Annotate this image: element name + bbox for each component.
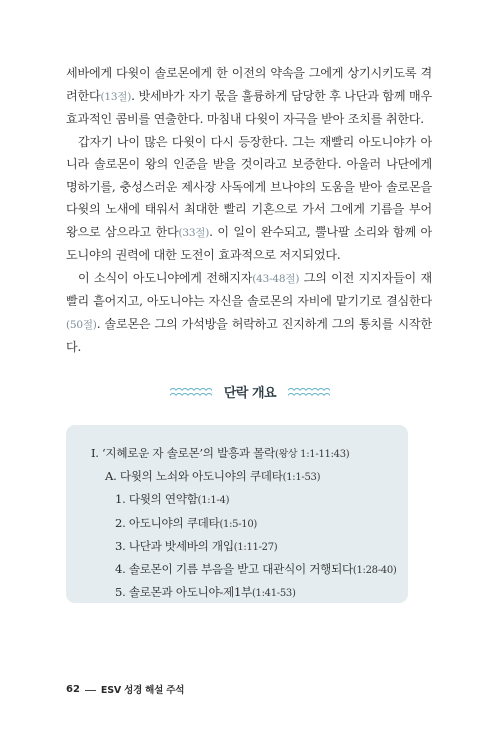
- paragraph-3-text: 이 소식이 아도니야에게 전해지자: [78, 270, 253, 285]
- section-title: 단락 개요: [223, 385, 277, 401]
- paragraph-3-text-cont: . 솔로몬은 그의 가석방을 허락하고 진지하게 그의 통치를 시작한다.: [66, 316, 432, 354]
- book-title: ESV 성경 해설 주석: [100, 685, 185, 696]
- outline-item-level-3: 4. 솔로몬이 기름 부음을 받고 대관식이 거행되다(1:28-40): [115, 562, 397, 576]
- outline-item-level-3: 1. 다윗의 연약함(1:1-4): [115, 492, 230, 506]
- outline-item-level-3: 3. 나단과 밧세바의 개입(1:11-27): [115, 539, 278, 553]
- section-heading: [0, 381, 500, 401]
- footer-divider: [85, 690, 96, 691]
- wave-ornament-right-icon: [288, 387, 330, 396]
- paragraph-2-text-cont: . 이 일이 완수되고, 뿔나팔 소리와 함께 아도니야의 권력에 대한 도전이 효과적으로 저지되었다.: [66, 224, 432, 262]
- page-number: 62: [66, 683, 80, 695]
- paragraph-2-text: 갑자기 나이 많은 다윗이 다시 등장한다. 그는 재빨리 아도니야가 아니라 솔로몬이 왕의 인준을 받을 것이라고 보증한다. 아울러 나단에게 명하기를, 충성스러운 제사장 사독에게 브나야의 도움을 받아 솔로몬을 다윗의 노새에 태워서 최대한 빨리 기혼으로 가서 그에게 기름을 부어 왕으로 삼으라고 한다: [66, 134, 432, 239]
- wave-ornament-left-icon: [170, 387, 212, 396]
- body-text: [66, 62, 432, 359]
- verse-ref: (43-48절): [252, 272, 300, 285]
- paragraph-2: [66, 131, 432, 267]
- verse-ref: (13절): [100, 90, 132, 103]
- page-footer: [66, 682, 184, 696]
- outline-item-level-3: 5. 솔로몬과 아도니야-제1부(1:41-53): [115, 585, 296, 599]
- outline-item-level-3: 2. 아도니야의 쿠데타(1:5-10): [115, 516, 258, 530]
- paragraph-1: [66, 62, 432, 131]
- paragraph-1-text: 세바에게 다윗이 솔로몬에게 한 이전의 약속을 그에게 상기시키도록 격려한다: [66, 66, 432, 103]
- verse-ref: (33절): [178, 226, 210, 239]
- paragraph-1-text-cont: . 밧세바가 자기 몫을 훌륭하게 담당한 후 나단과 함께 매우 효과적인 콤비를 연출한다. 마침내 다윗이 자극을 받아 조치를 취한다.: [66, 88, 432, 126]
- verse-ref: (50절): [66, 318, 97, 331]
- outline-item-level-1: I. ‘지혜로운 자 솔로몬’의 발흥과 몰락(왕상 1:1-11:43): [91, 446, 350, 460]
- outline-item-level-2: A. 다윗의 노쇠와 아도니야의 쿠데타(1:1-53): [105, 469, 321, 483]
- outline-box: [66, 425, 408, 603]
- paragraph-3-text-mid: 그의 이전 지지자들이 재빨리 흩어지고, 아도니야는 자신을 솔로몬의 자비에 맡기기로 결심한다: [66, 270, 432, 308]
- paragraph-3: [66, 267, 432, 359]
